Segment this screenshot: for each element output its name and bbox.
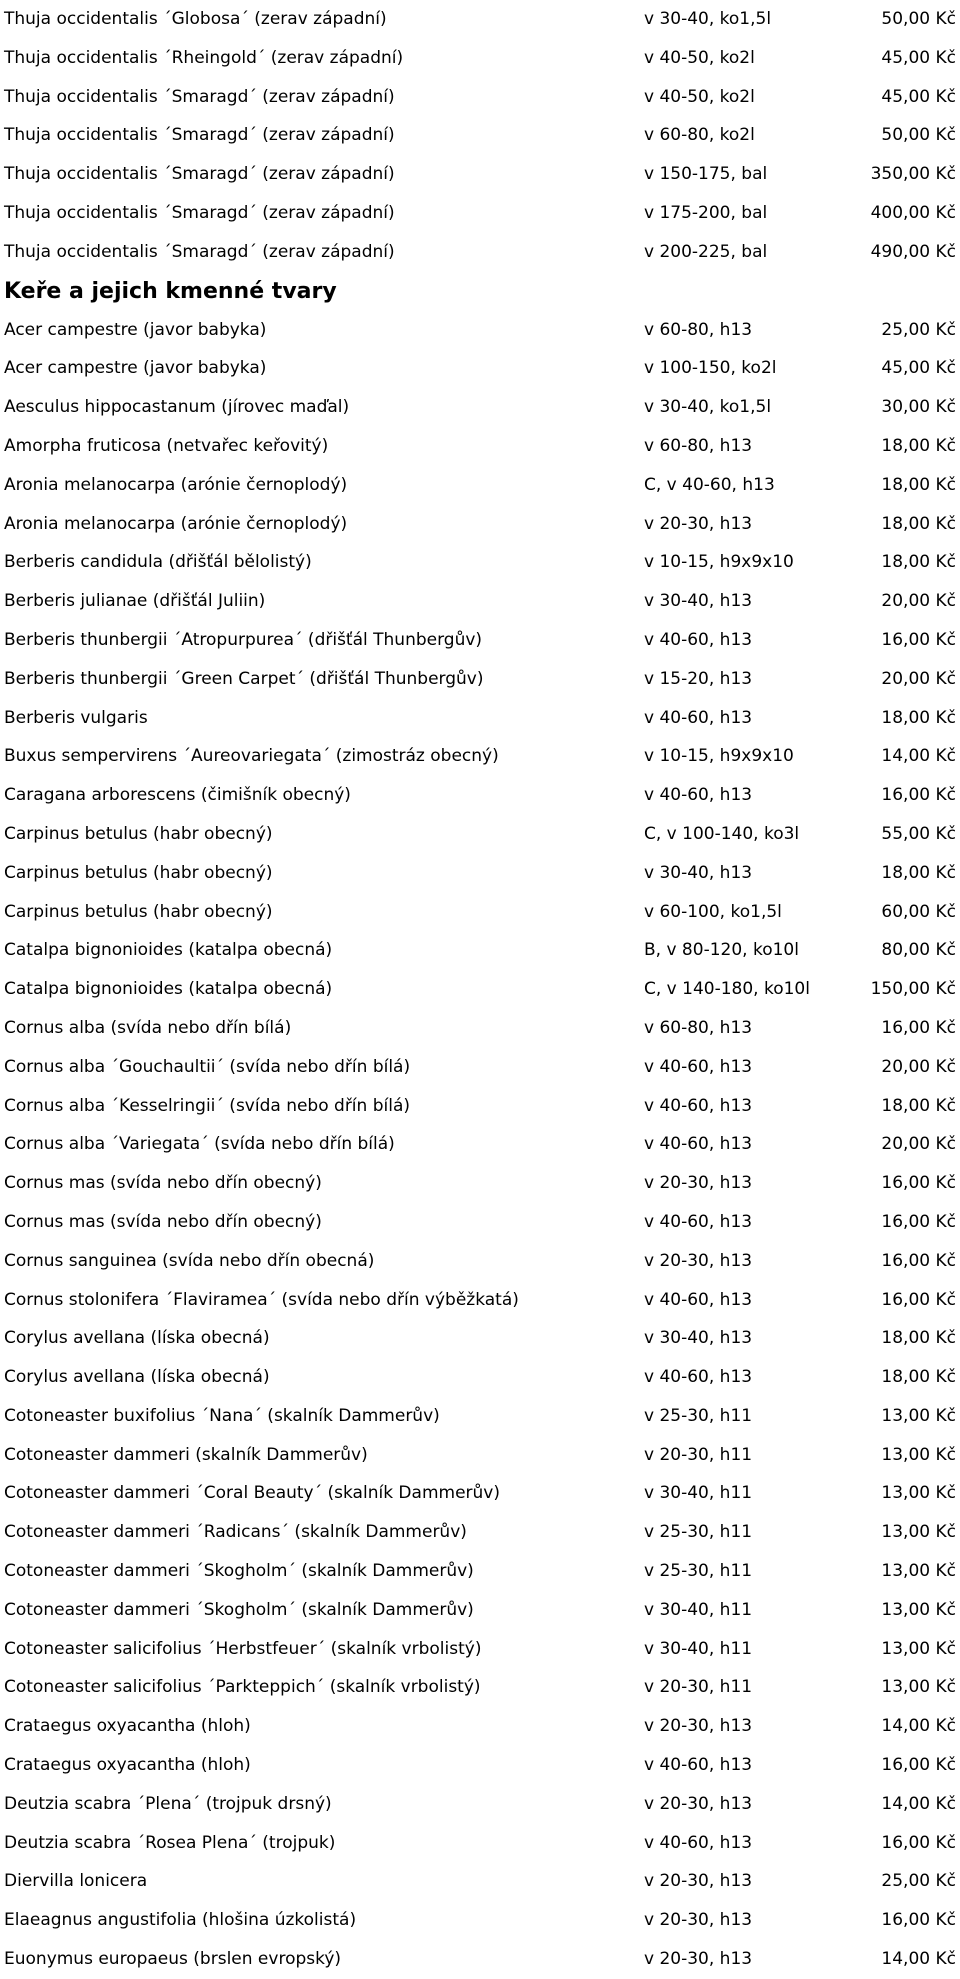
price-row (0, 1630, 960, 1669)
price-row (0, 39, 960, 78)
plant-size: v 30-40, h11 (644, 1599, 753, 1620)
plant-price: 18,00 Kč (881, 862, 956, 883)
price-row (0, 776, 960, 815)
plant-price: 45,00 Kč (881, 47, 956, 68)
plant-name: Berberis thunbergii ´Atropurpurea´ (dřišťál Thunbergův) (4, 629, 483, 650)
plant-price: 55,00 Kč (881, 823, 956, 844)
plant-name: Berberis julianae (dřišťál Juliin) (4, 591, 266, 612)
price-row (0, 155, 960, 194)
price-row (0, 931, 960, 970)
price-row (0, 582, 960, 621)
plant-size: v 30-40, h11 (644, 1638, 753, 1659)
price-row (0, 1048, 960, 1087)
plant-name: Catalpa bignonioides (katalpa obecná) (4, 940, 333, 961)
plant-price: 16,00 Kč (881, 1211, 956, 1232)
price-row (0, 505, 960, 544)
plant-price: 14,00 Kč (881, 746, 956, 767)
price-row (0, 660, 960, 699)
plant-name: Buxus sempervirens ´Aureovariegata´ (zimostráz obecný) (4, 746, 499, 767)
plant-size: v 30-40, h13 (644, 1328, 753, 1349)
plant-name: Cotoneaster dammeri ´Radicans´ (skalník Dammerův) (4, 1522, 467, 1543)
plant-size: C, v 40-60, h13 (644, 474, 775, 495)
price-row (0, 311, 960, 350)
plant-price: 25,00 Kč (881, 1871, 956, 1892)
plant-price: 50,00 Kč (881, 125, 956, 146)
plant-size: v 60-100, ko1,5l (644, 901, 782, 922)
price-row (0, 1436, 960, 1475)
plant-name: Crataegus oxyacantha (hloh) (4, 1716, 251, 1737)
plant-price: 25,00 Kč (881, 319, 956, 340)
price-row (0, 1746, 960, 1785)
price-row (0, 1281, 960, 1320)
price-row (0, 1901, 960, 1940)
plant-size: v 20-30, h13 (644, 513, 753, 534)
plant-price: 16,00 Kč (881, 1755, 956, 1776)
plant-name: Diervilla lonicera (4, 1871, 148, 1892)
plant-size: v 30-40, ko1,5l (644, 397, 772, 418)
plant-size: v 20-30, h13 (644, 1716, 753, 1737)
price-row (0, 970, 960, 1009)
plant-size: v 20-30, h13 (644, 1793, 753, 1814)
price-row (0, 1164, 960, 1203)
plant-price: 13,00 Kč (881, 1483, 956, 1504)
plant-price: 14,00 Kč (881, 1949, 956, 1970)
plant-price: 13,00 Kč (881, 1677, 956, 1698)
plant-name: Thuja occidentalis ´Smaragd´ (zerav západní) (4, 164, 395, 185)
plant-price: 16,00 Kč (881, 1832, 956, 1853)
plant-name: Berberis vulgaris (4, 707, 148, 728)
plant-size: C, v 100-140, ko3l (644, 823, 800, 844)
plant-price: 16,00 Kč (881, 1289, 956, 1310)
price-row (0, 1474, 960, 1513)
plant-size: v 40-60, h13 (644, 1832, 753, 1853)
plant-size: v 100-150, ko2l (644, 358, 777, 379)
plant-price: 14,00 Kč (881, 1793, 956, 1814)
plant-size: v 30-40, ko1,5l (644, 9, 772, 29)
price-row (0, 1397, 960, 1436)
plant-price: 350,00 Kč (870, 164, 956, 185)
plant-price: 13,00 Kč (881, 1599, 956, 1620)
price-row (0, 427, 960, 466)
plant-price: 80,00 Kč (881, 940, 956, 961)
price-row (0, 388, 960, 427)
price-row (0, 1940, 960, 1979)
price-row (0, 893, 960, 932)
price-row (0, 1552, 960, 1591)
plant-size: v 40-60, h13 (644, 1211, 753, 1232)
plant-name: Cotoneaster buxifolius ´Nana´ (skalník Dammerův) (4, 1405, 440, 1426)
plant-size: v 30-40, h13 (644, 591, 753, 612)
price-row (0, 699, 960, 738)
plant-name: Cornus alba ´Gouchaultii´ (svída nebo dřín bílá) (4, 1056, 411, 1077)
price-row (0, 78, 960, 117)
price-row (0, 1358, 960, 1397)
plant-size: v 20-30, h11 (644, 1444, 753, 1465)
plant-price: 16,00 Kč (881, 1910, 956, 1931)
plant-size: v 25-30, h11 (644, 1405, 753, 1426)
price-row (0, 1862, 960, 1901)
plant-price: 13,00 Kč (881, 1405, 956, 1426)
plant-price: 20,00 Kč (881, 668, 956, 689)
plant-price: 16,00 Kč (881, 1250, 956, 1271)
price-row (0, 1785, 960, 1824)
plant-price: 14,00 Kč (881, 1716, 956, 1737)
price-row (0, 116, 960, 155)
plant-size: v 40-60, h13 (644, 1134, 753, 1155)
price-row (0, 1707, 960, 1746)
plant-size: v 25-30, h11 (644, 1561, 753, 1582)
plant-price: 13,00 Kč (881, 1522, 956, 1543)
plant-name: Deutzia scabra ´Plena´ (trojpuk drsný) (4, 1793, 332, 1814)
plant-size: v 20-30, h13 (644, 1173, 753, 1194)
price-row (0, 815, 960, 854)
plant-name: Berberis candidula (dřišťál bělolistý) (4, 552, 312, 573)
plant-price: 18,00 Kč (881, 1328, 956, 1349)
price-row (0, 0, 960, 39)
plant-name: Cotoneaster dammeri ´Skogholm´ (skalník Dammerův) (4, 1561, 474, 1582)
price-row (0, 1668, 960, 1707)
plant-size: v 25-30, h11 (644, 1522, 753, 1543)
plant-size: v 20-30, h13 (644, 1250, 753, 1271)
plant-size: v 40-60, h13 (644, 785, 753, 806)
plant-name: Acer campestre (javor babyka) (4, 358, 267, 379)
plant-size: v 20-30, h13 (644, 1949, 753, 1970)
plant-name: Cornus alba (svída nebo dřín bílá) (4, 1017, 292, 1038)
plant-name: Cornus alba ´Variegata´ (svída nebo dřín bílá) (4, 1134, 395, 1155)
plant-price: 18,00 Kč (881, 513, 956, 534)
plant-name: Corylus avellana (líska obecná) (4, 1328, 270, 1349)
plant-size: v 60-80, ko2l (644, 125, 755, 146)
plant-name: Amorpha fruticosa (netvařec keřovitý) (4, 435, 329, 456)
plant-name: Crataegus oxyacantha (hloh) (4, 1755, 251, 1776)
plant-price: 13,00 Kč (881, 1444, 956, 1465)
plant-size: v 40-50, ko2l (644, 86, 755, 107)
plant-price: 30,00 Kč (881, 397, 956, 418)
plant-price: 18,00 Kč (881, 1095, 956, 1116)
plant-price: 20,00 Kč (881, 591, 956, 612)
plant-price: 490,00 Kč (870, 241, 956, 262)
price-row (0, 349, 960, 388)
plant-name: Caragana arborescens (čimišník obecný) (4, 785, 351, 806)
plant-name: Cornus sanguinea (svída nebo dřín obecná) (4, 1250, 375, 1271)
plant-size: v 10-15, h9x9x10 (644, 746, 794, 767)
plant-size: v 40-60, h13 (644, 1367, 753, 1388)
plant-name: Thuja occidentalis ´Smaragd´ (zerav západní) (4, 86, 395, 107)
plant-name: Aronia melanocarpa (arónie černoplodý) (4, 474, 348, 495)
plant-size: v 40-60, h13 (644, 1095, 753, 1116)
plant-price: 20,00 Kč (881, 1056, 956, 1077)
plant-size: v 40-60, h13 (644, 707, 753, 728)
plant-size: v 30-40, h11 (644, 1483, 753, 1504)
plant-name: Berberis thunbergii ´Green Carpet´ (dřišťál Thunbergův) (4, 668, 484, 689)
price-row (0, 1087, 960, 1126)
plant-size: v 60-80, h13 (644, 319, 753, 340)
section-heading: Keře a jejich kmenné tvary (4, 278, 337, 304)
plant-size: v 40-60, h13 (644, 629, 753, 650)
plant-price: 400,00 Kč (870, 202, 956, 223)
plant-price: 16,00 Kč (881, 629, 956, 650)
plant-name: Thuja occidentalis ´Rheingold´ (zerav západní) (4, 47, 404, 68)
price-row (0, 1203, 960, 1242)
plant-price: 16,00 Kč (881, 785, 956, 806)
price-row (0, 1591, 960, 1630)
plant-name: Catalpa bignonioides (katalpa obecná) (4, 979, 333, 1000)
plant-name: Acer campestre (javor babyka) (4, 319, 267, 340)
plant-size: v 60-80, h13 (644, 1017, 753, 1038)
plant-name: Aronia melanocarpa (arónie černoplodý) (4, 513, 348, 534)
plant-name: Cornus mas (svída nebo dřín obecný) (4, 1173, 322, 1194)
plant-name: Thuja occidentalis ´Smaragd´ (zerav západní) (4, 125, 395, 146)
shrub-price-list (0, 311, 960, 1979)
plant-name: Deutzia scabra ´Rosea Plena´ (trojpuk) (4, 1832, 336, 1853)
plant-size: v 200-225, bal (644, 241, 768, 262)
plant-price: 20,00 Kč (881, 1134, 956, 1155)
plant-price: 13,00 Kč (881, 1638, 956, 1659)
plant-size: v 20-30, h13 (644, 1910, 753, 1931)
plant-size: v 20-30, h13 (644, 1871, 753, 1892)
plant-price: 45,00 Kč (881, 86, 956, 107)
plant-size: v 60-80, h13 (644, 435, 753, 456)
price-row (0, 1513, 960, 1552)
plant-size: B, v 80-120, ko10l (644, 940, 799, 961)
price-row (0, 737, 960, 776)
plant-price: 18,00 Kč (881, 552, 956, 573)
plant-size: v 150-175, bal (644, 164, 768, 185)
plant-name: Cornus stolonifera ´Flaviramea´ (svída nebo dřín výběžkatá) (4, 1289, 519, 1310)
plant-name: Aesculus hippocastanum (jírovec maďal) (4, 397, 350, 418)
plant-price: 50,00 Kč (881, 9, 956, 29)
plant-size: v 40-60, h13 (644, 1289, 753, 1310)
plant-price: 18,00 Kč (881, 474, 956, 495)
price-row (0, 233, 960, 272)
plant-price: 150,00 Kč (870, 979, 956, 1000)
plant-name: Cotoneaster dammeri ´Coral Beauty´ (skalník Dammerův) (4, 1483, 500, 1504)
plant-price: 18,00 Kč (881, 435, 956, 456)
plant-size: v 175-200, bal (644, 202, 768, 223)
plant-size: v 40-60, h13 (644, 1755, 753, 1776)
price-row (0, 1009, 960, 1048)
plant-name: Elaeagnus angustifolia (hlošina úzkolistá) (4, 1910, 357, 1931)
plant-name: Cornus alba ´Kesselringii´ (svída nebo dřín bílá) (4, 1095, 410, 1116)
plant-price: 60,00 Kč (881, 901, 956, 922)
plant-name: Thuja occidentalis ´Smaragd´ (zerav západní) (4, 241, 395, 262)
plant-price: 18,00 Kč (881, 1367, 956, 1388)
plant-name: Carpinus betulus (habr obecný) (4, 823, 273, 844)
plant-price: 16,00 Kč (881, 1017, 956, 1038)
price-row (0, 621, 960, 660)
plant-price: 16,00 Kč (881, 1173, 956, 1194)
plant-price: 18,00 Kč (881, 707, 956, 728)
plant-size: v 40-50, ko2l (644, 47, 755, 68)
price-row (0, 1319, 960, 1358)
plant-size: v 40-60, h13 (644, 1056, 753, 1077)
price-row (0, 1242, 960, 1281)
plant-size: v 20-30, h11 (644, 1677, 753, 1698)
plant-name: Carpinus betulus (habr obecný) (4, 901, 273, 922)
plant-name: Thuja occidentalis ´Smaragd´ (zerav západní) (4, 202, 395, 223)
plant-size: v 15-20, h13 (644, 668, 753, 689)
plant-name: Carpinus betulus (habr obecný) (4, 862, 273, 883)
plant-name: Corylus avellana (líska obecná) (4, 1367, 270, 1388)
price-row (0, 854, 960, 893)
plant-name: Cotoneaster salicifolius ´Herbstfeuer´ (skalník vrbolistý) (4, 1638, 482, 1659)
plant-name: Cotoneaster dammeri (skalník Dammerův) (4, 1444, 368, 1465)
plant-price: 45,00 Kč (881, 358, 956, 379)
plant-price: 13,00 Kč (881, 1561, 956, 1582)
price-row (0, 543, 960, 582)
plant-name: Cotoneaster dammeri ´Skogholm´ (skalník Dammerův) (4, 1599, 474, 1620)
plant-name: Euonymus europaeus (brslen evropský) (4, 1949, 342, 1970)
plant-size: C, v 140-180, ko10l (644, 979, 810, 1000)
price-row (0, 466, 960, 505)
plant-size: v 10-15, h9x9x10 (644, 552, 794, 573)
plant-name: Thuja occidentalis ´Globosa´ (zerav západní) (4, 9, 387, 29)
price-row (0, 194, 960, 233)
plant-name: Cornus mas (svída nebo dřín obecný) (4, 1211, 322, 1232)
plant-size: v 30-40, h13 (644, 862, 753, 883)
price-row (0, 1125, 960, 1164)
conifer-price-list (0, 0, 960, 272)
plant-name: Cotoneaster salicifolius ´Parkteppich´ (skalník vrbolistý) (4, 1677, 481, 1698)
price-row (0, 1824, 960, 1863)
